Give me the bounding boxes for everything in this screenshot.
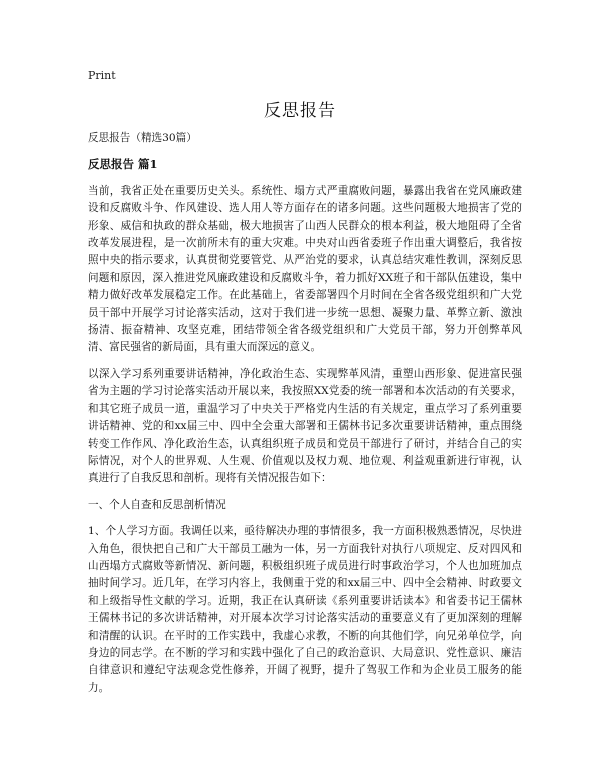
document-subtitle: 反思报告（精选30篇） [88, 132, 197, 144]
paragraph-3: 1、个人学习方面。我调任以来，亟待解决办理的事情很多，我一方面积极熟悉情况，尽快进入角色，很快把自己和广大干部员工融为一体，另一方面我针对执行八项规定、反对四风和山西塌方式腐败等新情况、新问题，积极组织班子成员进行时事政治学习，个人也加班加点抽时间学习。近几年，在学习内容上，我侧重于党的和xx届三中、四中全会精神、时政要文和上级指导性文献的学习。近期，我正在认真研读《系列重要讲话读本》和省委书记王儒林王儒林书记的多次讲话精神，对开展本次学习讨论落实活动的重要意义有了更加深刻的理解和清醒的认识。在平时的工作实践中，我虚心求教，不断的向其他们学，向兄弟单位学，向身边的同志学。在不断的学习和实践中强化了自己的政治意识、大局意识、党性意识、廉洁自律意识和遵纪守法观念党性修养，开阔了视野，提升了驾驭工作和为企业员工服务的能力。 [88, 525, 522, 694]
paragraph-2: 以深入学习系列重要讲话精神，净化政治生态、实现弊革风清，重塑山西形象、促进富民强省为主题的学习讨论落实活动开展以来，我按照XX党委的统一部署和本次活动的有关要求，和其它班子成员一道，重温学习了中央关于严格党内生活的有关规定，重点学习了系列重要讲话精神、党的和xx届三中、四中全会重大部署和王儒林书记多次重要讲话精神，重点围绕转变工作作风、净化政治生态，认真组织班子成员和党员干部进行了研讨，并结合自己的实际情况，对个人的世界观、人生观、价值观以及权力观、地位观、利益观重新进行审视，认真进行了自我反思和剖析。现将有关情况报告如下： [88, 367, 522, 485]
document-body [88, 130, 522, 706]
print-label[interactable]: Print [88, 69, 116, 82]
document-title: 反思报告 [264, 101, 336, 121]
paragraph-heading-1: 一、个人自查和反思剖析情况 [88, 498, 226, 511]
section-heading: 反思报告 篇1 [88, 157, 158, 172]
paragraph-1: 当前，我省正处在重要历史关头。系统性、塌方式严重腐败问题，暴露出我省在党风廉政建设和反腐败斗争、作风建设、选人用人等方面存在的诸多问题。这些问题极大地损害了党的形象、威信和执政的群众基础，极大地损害了山西人民群众的根本利益，极大地阻碍了全省改革发展进程，是一次前所未有的重大灾难。中央对山西省委班子作出重大调整后，我省按照中央的指示要求，认真贯彻党要管党、从严治党的要求，认真总结灾难性教训，深刻反思问题和原因，深入推进党风廉政建设和反腐败斗争，着力抓好XX班子和干部队伍建设，集中精力做好改革发展稳定工作。在此基础上，省委部署四个月时间在全省各级党组织和广大党员干部中开展学习讨论落实活动，这对于我们进一步统一思想、凝聚力量、革弊立新、激浊扬清、振奋精神、攻坚克难，团结带领全省各级党组织和广大党员干部，努力开创弊革风清、富民强省的新局面，具有重大而深远的意义。 [88, 184, 522, 354]
